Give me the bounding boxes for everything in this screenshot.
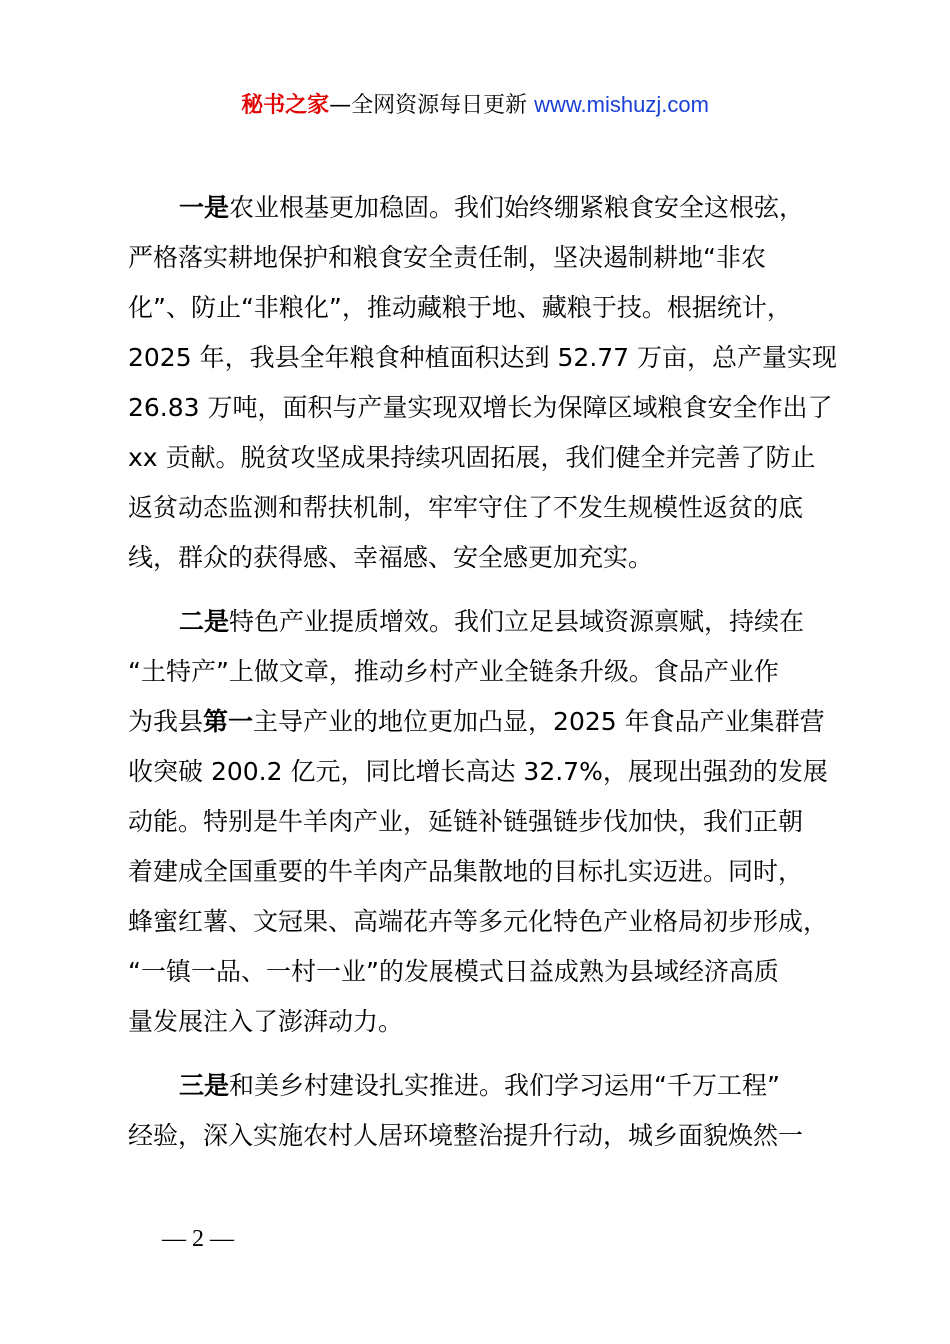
page-number: — 2 —	[162, 1226, 234, 1252]
paragraph-lead: 一是	[179, 193, 230, 222]
emphasis-text: 第一	[203, 707, 254, 736]
line-text: 特色产业提质增效。我们立足县域资源禀赋，持续在	[229, 607, 805, 636]
paragraph-lead: 三是	[179, 1071, 230, 1100]
text-line: 着建成全国重要的牛羊肉产品集散地的目标扎实迈进。同时，	[128, 857, 804, 886]
line-text: 主导产业的地位更加凸显，2025 年食品产业集群营	[253, 707, 825, 736]
line-text: 农业根基更加稳固。我们始终绷紧粮食安全这根弦，	[229, 193, 805, 222]
header-dash: —	[329, 93, 352, 118]
brand-name: 秘书之家	[241, 93, 330, 118]
text-line	[128, 1061, 842, 1111]
text-line: “土特产”上做文章，推动乡村产业全链条升级。食品产业作	[128, 657, 779, 686]
site-url-link[interactable]: www.mishuzj.com	[534, 92, 709, 117]
text-line: 返贫动态监测和帮扶机制，牢牢守住了不发生规模性返贫的底	[128, 493, 804, 522]
line-text: 和美乡村建设扎实推进。我们学习运用“千万工程”	[229, 1071, 780, 1100]
text-line: 经验，深入实施农村人居环境整治提升行动，城乡面貌焕然一	[128, 1121, 804, 1150]
text-line	[128, 697, 842, 747]
text-line	[128, 597, 842, 647]
text-line: xx 贡献。脱贫攻坚成果持续巩固拓展，我们健全并完善了防止	[128, 443, 816, 472]
text-line: 化”、防止“非粮化”，推动藏粮于地、藏粮于技。根据统计，	[128, 293, 792, 322]
site-header	[0, 88, 950, 123]
paragraph-industry	[128, 597, 842, 1047]
text-line: 2025 年，我县全年粮食种植面积达到 52.77 万亩，总产量实现	[128, 343, 838, 372]
line-text: 为我县	[128, 707, 204, 736]
text-line: 动能。特别是牛羊肉产业，延链补链强链步伐加快，我们正朝	[128, 807, 804, 836]
text-line: 量发展注入了澎湃动力。	[128, 1007, 404, 1036]
text-line: 26.83 万吨，面积与产量实现双增长为保障区域粮食安全作出了	[128, 393, 833, 422]
text-line: 线，群众的获得感、幸福感、安全感更加充实。	[128, 543, 654, 572]
text-line	[128, 183, 842, 233]
text-line: “一镇一品、一村一业”的发展模式日益成熟为县域经济高质	[128, 957, 779, 986]
header-tagline: 全网资源每日更新	[351, 93, 535, 118]
paragraph-lead: 二是	[179, 607, 230, 636]
text-line: 严格落实耕地保护和粮食安全责任制，坚决遏制耕地“非农	[128, 243, 766, 272]
document-body	[128, 183, 842, 1161]
paragraph-villages	[128, 1061, 842, 1161]
paragraph-agriculture	[128, 183, 842, 583]
text-line: 蜂蜜红薯、文冠果、高端花卉等多元化特色产业格局初步形成，	[128, 907, 829, 936]
text-line: 收突破 200.2 亿元，同比增长高达 32.7%，展现出强劲的发展	[128, 757, 828, 786]
